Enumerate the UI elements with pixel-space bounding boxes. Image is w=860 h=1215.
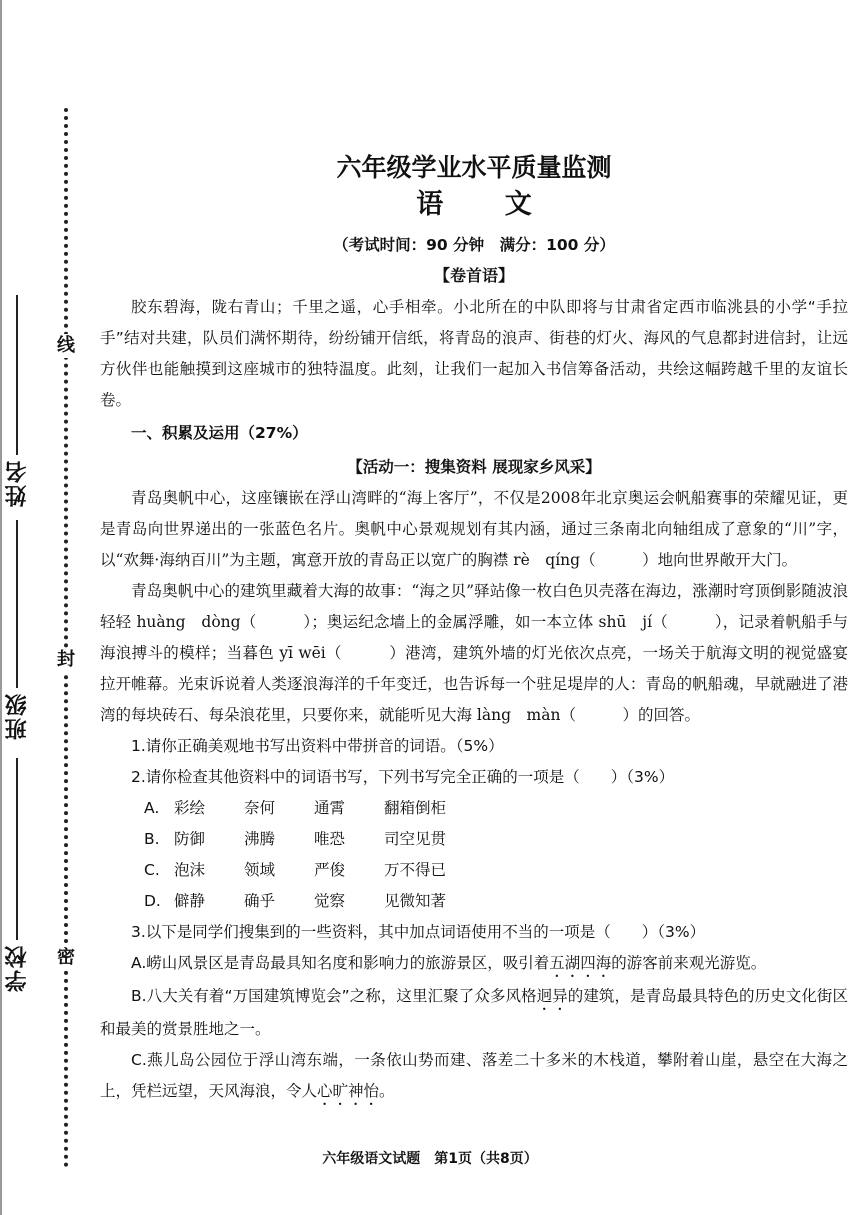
- question-1: 1.请你正确美观地书写出资料中带拼音的词语。（5%）: [131, 737, 504, 755]
- option-word: 万不得已: [384, 861, 447, 879]
- class-line: [16, 520, 18, 688]
- question-2: 2.请你检查其他资料中的词语书写，下列书写完全正确的一项是（ ）（3%）: [131, 768, 675, 786]
- section-heading: 一、积累及运用（27%）: [131, 424, 308, 442]
- option-b[interactable]: [100, 824, 848, 855]
- option-word: 泡沫: [174, 861, 206, 879]
- option-d[interactable]: [100, 886, 848, 917]
- option-word: 翻箱倒柜: [384, 799, 447, 817]
- question-3: 3.以下是同学们搜集到的一些资料，其中加点词语使用不当的一项是（ ）（3%）: [131, 923, 706, 941]
- page-footer: 六年级语文试题 第1页（共8页）: [322, 1151, 538, 1167]
- option-key: B.: [144, 830, 160, 848]
- q3-a-text: A.崂山风景区是青岛最具知名度和影响力的旅游景区，吸引着: [131, 954, 550, 972]
- name-line: [16, 295, 18, 455]
- option-word: 沸腾: [244, 830, 276, 848]
- option-key: D.: [144, 892, 161, 910]
- activity-heading: 【活动一：搜集资料 展现家乡风采】: [347, 458, 601, 476]
- option-word: 确乎: [244, 892, 276, 910]
- q3-b-text: B.八大关有着“万国建筑博览会”之称，这里汇聚了众多风格: [131, 987, 537, 1005]
- class-field[interactable]: [5, 520, 29, 744]
- q3-b-dotted: 迥异: [536, 987, 568, 1005]
- option-word: 唯恐: [314, 830, 346, 848]
- option-word: 僻静: [174, 892, 206, 910]
- option-word: 通霄: [314, 799, 346, 817]
- option-word: 觉察: [314, 892, 346, 910]
- q3-c-text-end: 。: [379, 1082, 395, 1100]
- q3-option-c[interactable]: [100, 1045, 848, 1109]
- q3-a-dotted: 五湖四海: [549, 954, 612, 972]
- option-key: A.: [144, 799, 160, 817]
- option-a[interactable]: [100, 793, 848, 824]
- option-c[interactable]: [100, 855, 848, 886]
- seal-char-feng: 封: [57, 649, 75, 670]
- option-word: 领域: [244, 861, 276, 879]
- option-key: C.: [144, 861, 160, 879]
- q3-a-text-end: 的游客前来观光游览。: [611, 954, 767, 972]
- exam-info: （考试时间：90 分钟 满分：100 分）: [333, 236, 615, 254]
- option-word: 见微知著: [384, 892, 447, 910]
- seal-char-xian: 线: [57, 335, 75, 356]
- name-field[interactable]: [5, 295, 29, 511]
- exam-title: 六年级学业水平质量监测: [336, 153, 612, 182]
- material-paragraph-1: 青岛奥帆中心，这座镶嵌在浮山湾畔的“海上客厅”，不仅是2008年北京奥运会帆船赛事的荣耀见证，更是青岛向世界递出的一张蓝色名片。奥帆中心景观规划有其内涵，通过三条南北向轴组成了意象的“川”字，以“欢舞·海纳百川”为主题，寓意开放的青岛正以宽广的胸襟 rè qíng（ ）地向世界敞开大门。: [100, 489, 848, 569]
- option-word: 司空见贯: [384, 830, 447, 848]
- q3-option-a[interactable]: [100, 948, 848, 981]
- q3-c-text: C.燕儿岛公园位于浮山湾东端，一条依山势而建、落差二十多米的木栈道，攀附着山崖，悬空在大海之上，凭栏远望，天风海浪，令人: [100, 1051, 848, 1100]
- q3-b-text-end: 的建筑，是青岛最具特色的历史文化街区和最美的赏景胜地之一。: [100, 987, 848, 1038]
- school-line: [16, 758, 18, 940]
- option-word: 彩绘: [174, 799, 206, 817]
- option-word: 防御: [174, 830, 206, 848]
- option-word: 严俊: [314, 861, 346, 879]
- material-paragraph-2: 青岛奥帆中心的建筑里藏着大海的故事：“海之贝”驿站像一枚白色贝壳落在海边，涨潮时穹顶倒影随波浪轻轻 huàng dòng（ ）；奥运纪念墙上的金属浮雕，如一本立体 shū jí（ ），记录着帆船手与海浪搏斗的模样；当暮色 yī wēi（ ）港湾，建筑外墙的灯光依次点亮，一场关于航海文明的视觉盛宴拉开帷幕。光束诉说着人类逐浪海洋的千年变迁，也告诉每一个驻足堤岸的人：青岛的帆船魂，早就融进了港湾的每块砖石、每朵浪花里，只要你来，就能听见大海 làng màn（ ）的回答。: [100, 582, 848, 724]
- subject-title: 语 文: [416, 189, 558, 220]
- q3-option-b[interactable]: [100, 981, 848, 1045]
- preface-heading: 【卷首语】: [433, 266, 514, 285]
- seal-char-mi: 密: [57, 947, 75, 968]
- page-edge: [0, 0, 2, 1215]
- preface-text: 胶东碧海，陇右青山；千里之遥，心手相牵。小北所在的中队即将与甘肃省定西市临洮县的小学“手拉手”结对共建，队员们满怀期待，纷纷铺开信纸，将青岛的浪声、街巷的灯火、海风的气息都封进信封，让远方伙伴也能触摸到这座城市的独特温度。此刻，让我们一起加入书信筹备活动，共绘这幅跨越千里的友谊长卷。: [100, 298, 848, 409]
- exam-content: [100, 150, 848, 1109]
- school-field[interactable]: [5, 758, 29, 996]
- school-label: 学校: [4, 944, 30, 992]
- name-label: 姓名: [4, 459, 30, 507]
- option-word: 奈何: [244, 799, 276, 817]
- class-label: 班级: [4, 692, 30, 740]
- seal-dotted-line: [64, 108, 68, 1168]
- q3-c-dotted: 心旷神怡: [317, 1082, 380, 1100]
